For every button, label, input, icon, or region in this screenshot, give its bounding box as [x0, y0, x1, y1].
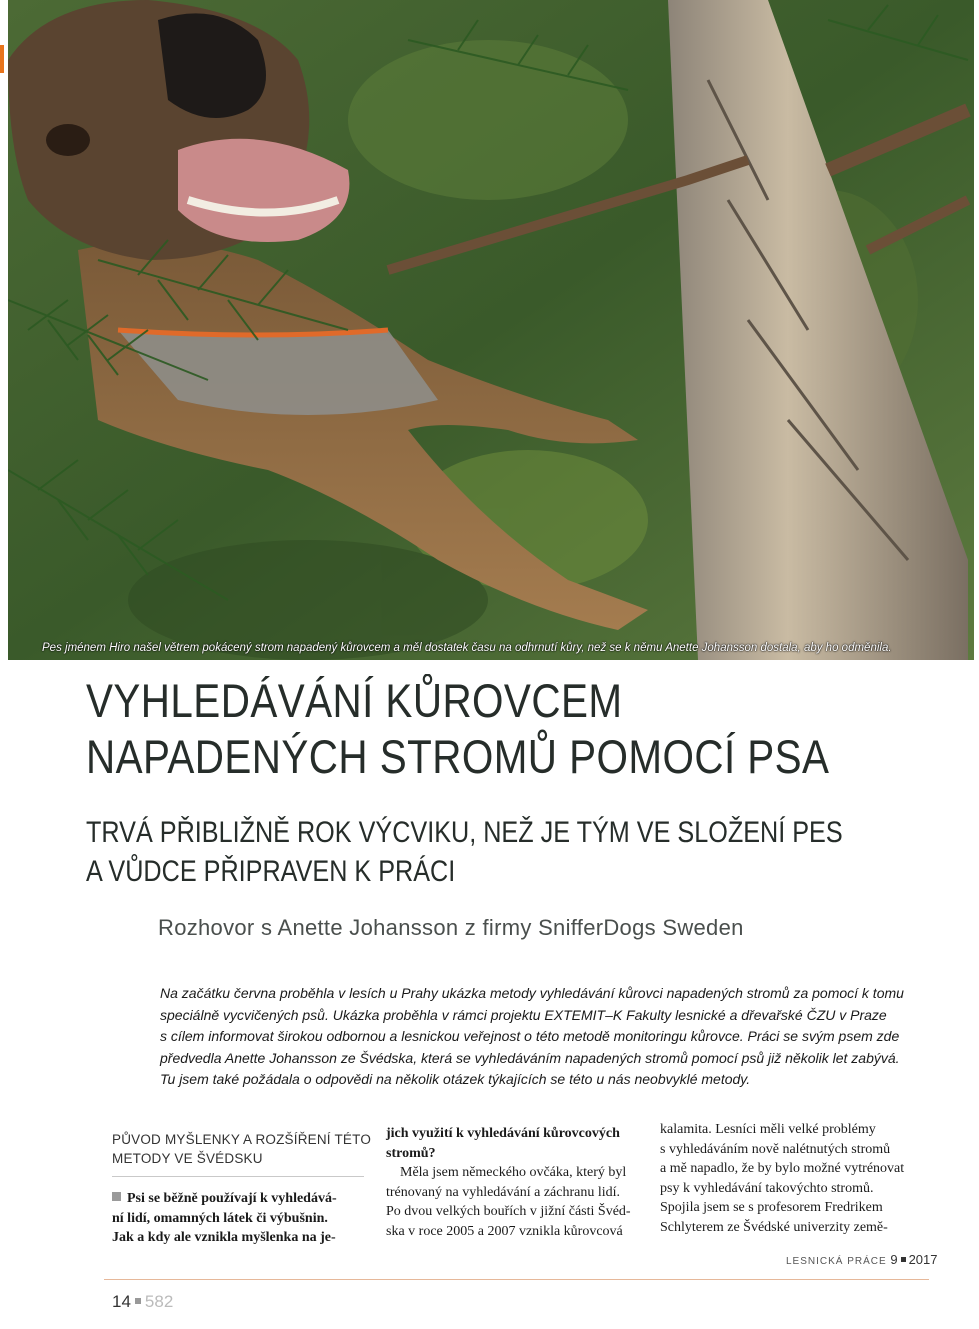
magazine-name: LESNICKÁ PRÁCE	[786, 1256, 887, 1267]
article-title	[86, 673, 830, 785]
answer-line: ska v roce 2005 a 2007 vznikla kůrovcová	[386, 1223, 623, 1239]
answer-line: Po dvou velkých bouřích v jižní části Švéd-	[386, 1204, 631, 1219]
photo-illustration	[8, 0, 974, 660]
article-lead	[160, 983, 920, 1091]
lead-line: předvedla Anette Johansson ze Švédska, která se vyhledáváním napadených stromů pomocí psů již několik let zabývá.	[160, 1049, 900, 1066]
subtitle-line: A VŮDCE PŘIPRAVEN K PRÁCI	[86, 855, 456, 888]
question-marker-icon	[112, 1192, 121, 1201]
issue-number: 9	[890, 1252, 898, 1267]
interview-question-continued	[386, 1124, 641, 1163]
article-photo	[8, 0, 974, 660]
issue-year: 2017	[908, 1252, 938, 1267]
total-page-number: 582	[144, 1292, 174, 1311]
answer-line: kalamita. Lesníci měli velké problémy	[660, 1122, 876, 1137]
lead-line: Tu jsem také požádala o odpovědi na několik otázek týkajících se této u nás neobvyklé metody.	[160, 1071, 751, 1087]
lead-line: s cílem informovat širokou odbornou a lesnickou veřejnost o této metodě monitoringu kůrovce. Práci se svým psem zde	[160, 1028, 900, 1044]
question-line: Jak a kdy ale vznikla myšlenka na je-	[112, 1230, 336, 1245]
column-2	[386, 1124, 641, 1241]
answer-line: trénovaný na vyhledávání a záchranu lidí.	[386, 1184, 621, 1200]
answer-line: s vyhledáváním nově nalétnutých stromů	[660, 1141, 891, 1157]
answer-line: psy k vyhledávání takovýchto stromů.	[660, 1180, 874, 1196]
lead-line: speciálně vycvičených psů. Ukázka proběhla v rámci projektu EXTEMIT–K Fakulty lesnické a dřevařské ČZU v Praze	[160, 1006, 887, 1023]
section-heading-line: METODY VE ŠVÉDSKU	[112, 1151, 263, 1166]
separator-square-icon	[901, 1257, 906, 1262]
answer-line: Schlyterem ze Švédské univerzity země-	[660, 1219, 888, 1235]
edge-marker	[0, 45, 4, 73]
article-subtitle	[86, 813, 842, 891]
title-line: VYHLEDÁVÁNÍ KŮROVCEM	[86, 674, 623, 727]
answer-line: a mě napadlo, že by bylo možné vytrénovat	[660, 1161, 905, 1176]
separator-square-icon	[135, 1298, 141, 1304]
footer-divider	[104, 1279, 929, 1280]
question-line: ní lidí, omamných látek či výbušnin.	[112, 1210, 328, 1226]
question-line: Psi se běžně používají k vyhledává-	[127, 1191, 337, 1206]
answer-line: Spojila jsem se s profesorem Fredrikem	[660, 1200, 883, 1215]
column-1	[112, 1124, 372, 1248]
column-3	[660, 1120, 915, 1237]
article-byline: Rozhovor s Anette Johansson z firmy SnifferDogs Sweden	[158, 915, 744, 940]
title-line: NAPADENÝCH STROMŮ POMOCÍ PSA	[86, 730, 830, 783]
question-line: stromů?	[386, 1145, 436, 1161]
lead-line: Na začátku června proběhla v lesích u Prahy ukázka metody vyhledávání kůrovci napadených stromů za pomocí k tomu	[160, 985, 904, 1001]
magazine-footer	[786, 1252, 937, 1267]
section-heading	[112, 1124, 372, 1177]
page-footer	[112, 1292, 173, 1312]
interview-question	[112, 1189, 364, 1248]
answer-text	[386, 1163, 641, 1241]
answer-line: Měla jsem německého ovčáka, který byl	[400, 1165, 627, 1180]
subtitle-line: TRVÁ PŘIBLIŽNĚ ROK VÝCVIKU, NEŽ JE TÝM VE SLOŽENÍ PES	[86, 816, 843, 849]
question-line: jich využití k vyhledávání kůrovcových	[386, 1126, 620, 1141]
section-heading-line: PŮVOD MYŠLENKY A ROZŠÍŘENÍ TÉTO	[112, 1132, 372, 1147]
photo-caption: Pes jménem Hiro našel větrem pokácený strom napadený kůrovcem a měl dostatek času na odhrnutí kůry, než se k němu Anette Johansson dostala, aby ho odměnila.	[42, 642, 892, 654]
page-number: 14	[112, 1292, 131, 1311]
